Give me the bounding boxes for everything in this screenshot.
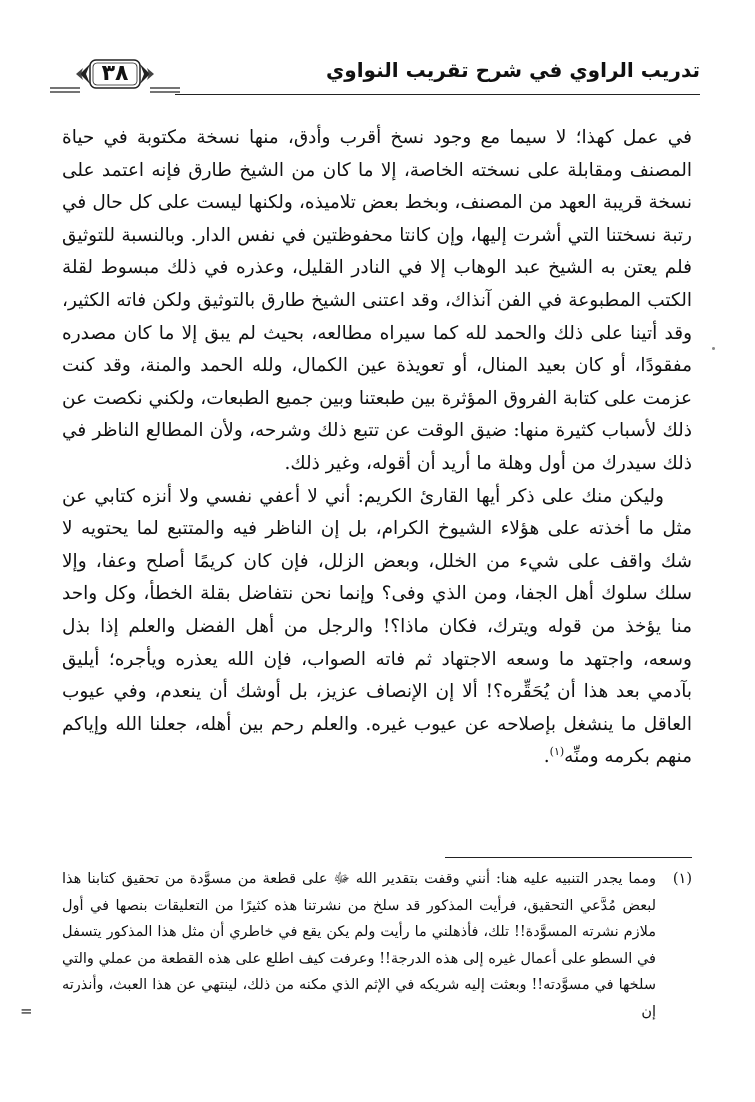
footnote-text: ومما يجدر التنبيه عليه هنا: أنني وقفت بتقدير الله ﷻ على قطعة من مسوَّدة من تحقيق كتابنا هذا لبعض مُدَّعي التحقيق، فرأيت المذكور قد سلخ من نشرتنا هذه كثيرًا من التعليقات بنصها في أول ملازم نشرته المسوَّدة!! تلك، فأذهلني ما رأيت ولم يكن يقع في خاطري أن مثل هذا المذكور يتسفل في السطو على أعمال غيره إلى هذه الدرجة!! وعرفت كيف اطلع على هذه القطعة من عملي والتي سلخها في مسوَّدته!! وبعثت إليه شريكه في الإثم الذي مكنه من ذلك، لينتهي عن هذا العبث، وأنذرته إن [62, 871, 656, 1020]
paragraph [62, 481, 692, 774]
margin-mark [712, 347, 715, 350]
paragraph-end-punctuation: . [543, 746, 550, 768]
footnote-reference[interactable]: (١) [549, 745, 565, 759]
footnote-number: (١) [672, 871, 692, 887]
running-header [50, 52, 700, 102]
continuation-mark: = [20, 1002, 33, 1020]
paragraph-text: وليكن منك على ذكر أيها القارئ الكريم: أني لا أعفي نفسي ولا أنزه كتابي عن مثل ما أخذته على هؤلاء الشيوخ الكرام، بل إن الناظر فيه والمتتبع لما يحتويه لا شك واقف على شيء من الخلل، وبعض الزلل، فإن كان كريمًا أصلح وعفا، وإلا سلك سلوك أهل الجفا، ومن الذي وفى؟ وإنما نحن نتفاضل بقلة الخطأ، وكل واحد منا يؤخذ من قوله ويترك، فكان ماذا؟! والرجل من أهل الفضل والعلم إذا بذل وسعه، واجتهد ما وسعه الاجتهاد ثم فاته الصواب، فإن الله يعذره ويأجره؛ أيليق بآدمي بعد هذا أن يُحَقِّره؟! ألا إن الإنصاف عزيز، بل أوشك أن ينعدم، وفي عيوب العاقل ما ينشغل بإصلاحه عن عيوب غيره. والعلم رحم بين أهله، جعلنا الله وإياكم منهم بكرمه ومنِّه [62, 485, 692, 768]
running-header-title: تدريب الراوي في شرح تقريب النواوي [325, 58, 700, 82]
main-text [62, 122, 692, 774]
paragraph: في عمل كهذا؛ لا سيما مع وجود نسخ أقرب وأدق، منها نسخة مكتوبة في حياة المصنف ومقابلة على نسخته الخاصة، إلا ما كان من الشيخ طارق فإنه اعتمد على نسخة قريبة العهد من المصنف، وبخط بعض تلاميذه، ولكنها ليست على كل حال في رتبة نسختنا التي أشرت إليها، وإن كانتا محفوظتين في نفس الدار. وبالنسبة للتوثيق فلم يعتن به الشيخ عبد الوهاب إلا في النادر القليل، وعذره في ذلك مبسوط لقلة الكتب المطبوعة في الفن آنذاك، وقد اعتنى الشيخ طارق بالتوثيق ولكن فاته الكثير، وقد أتينا على ذلك والحمد لله كما سيراه مطالعه، بحيث لم يبق إلا ما كان مصدره مفقودًا، أو كان بعيد المنال، أو تعويذة عين الكمال، ولله الحمد والمنة، وقد كنت عزمت على كتابة الفروق المؤثرة بين طبعتنا وبين جميع الطبعات، ولكني نكصت عن ذلك لأسباب كثيرة منها: ضيق الوقت عن تتبع ذلك وشرحه، ولأن المطالع الناظر في ذلك سيدرك من أول وهلة ما أريد أن أقوله، وغير ذلك. [62, 127, 692, 474]
footnote [20, 866, 692, 1025]
header-rule [175, 94, 700, 95]
footnote-separator [445, 857, 692, 858]
page-number: ٣٨ [101, 61, 129, 86]
